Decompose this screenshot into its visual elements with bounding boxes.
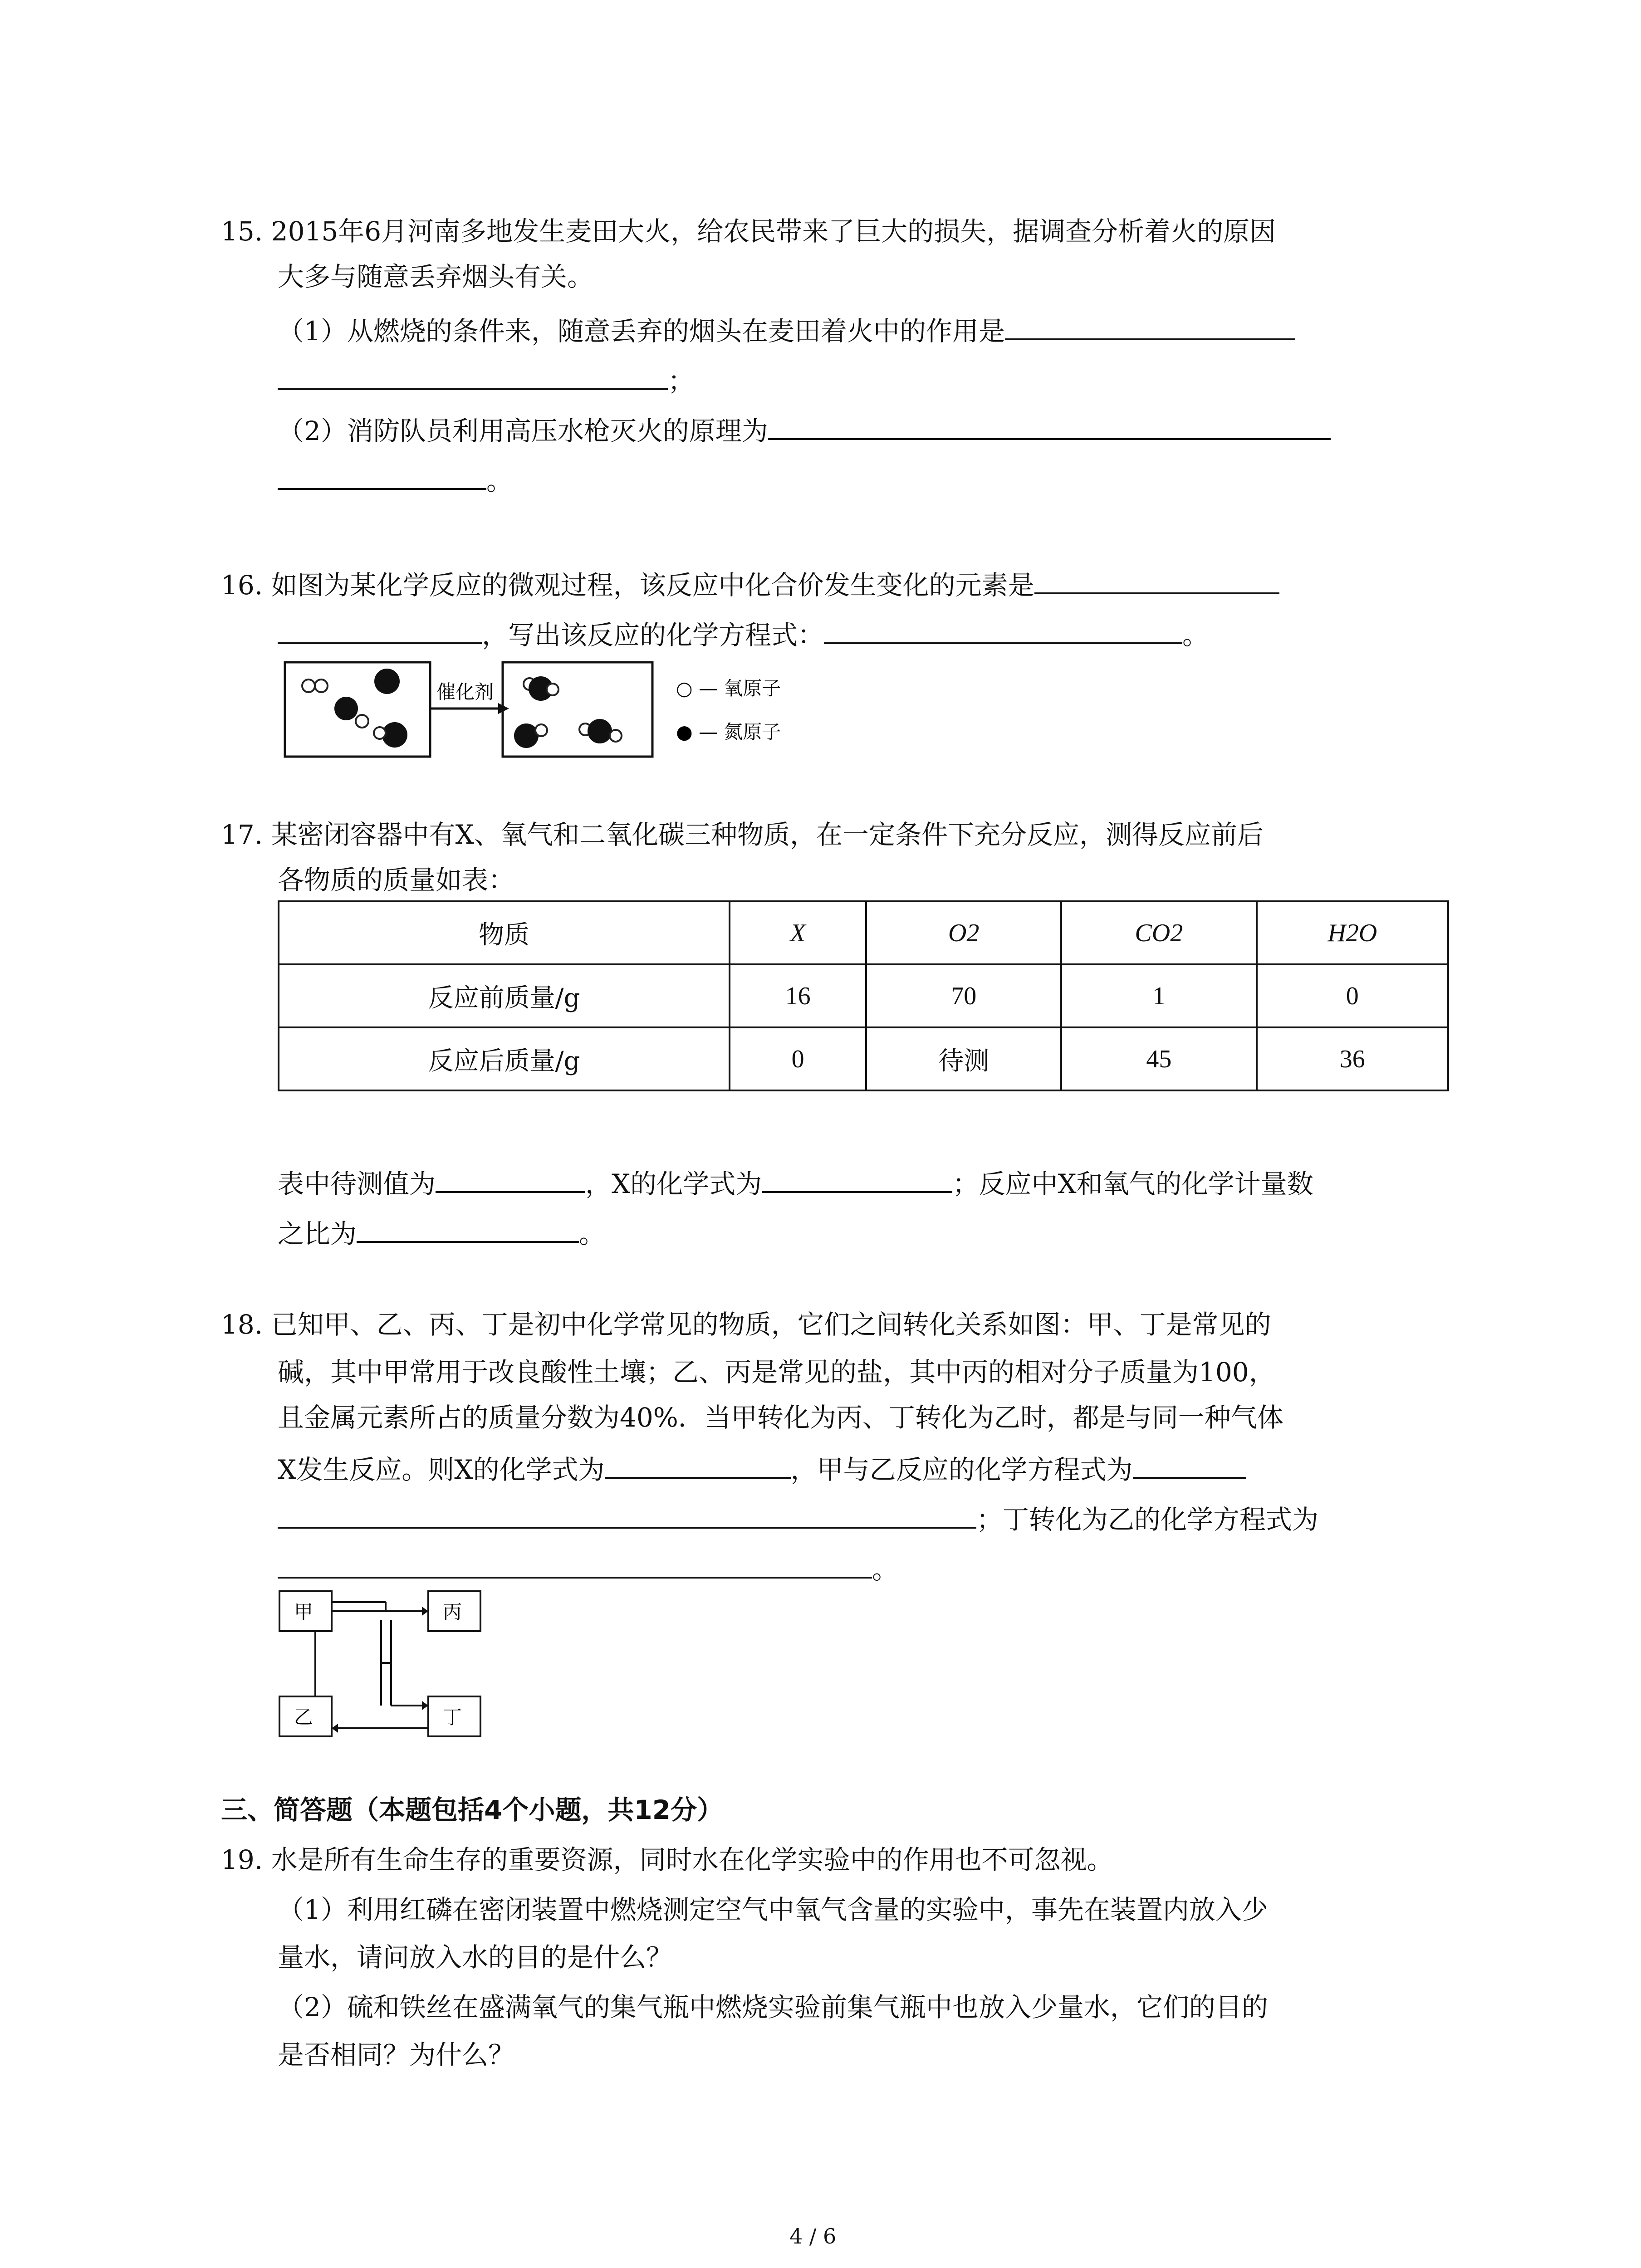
arrow-head [422,1607,428,1616]
q18-line2: 碱，其中甲常用于改良酸性土壤；乙、丙是常见的盐，其中丙的相对分子质量为100， [278,1357,1275,1388]
q17-line1: 17. 某密闭容器中有X、氧气和二氧化碳三种物质，在一定条件下充分反应，测得反应前后 [221,819,1264,850]
q17-after1 [278,1161,1313,1202]
q15-line1: 15. 2015年6月河南多地发生麦田大火，给农民带来了巨大的损失，据调查分析着火的原因 [221,216,1276,247]
q15-answer-blank-2b[interactable] [278,458,486,490]
oxygen-atom [356,715,368,728]
reaction-diagram [272,653,998,767]
q16-line1 [221,562,1279,603]
box-ding-label: 丁 [443,1706,462,1728]
q15-sub1-end: ； [668,366,695,396]
q18-line5 [278,1497,1318,1538]
oxygen-atom [610,730,622,742]
nitrogen-atom [334,697,358,720]
table-header: X [730,901,866,964]
oxygen-atom [547,684,558,695]
q15-sub2 [278,408,1331,449]
q15-sub2-text: （2）消防队员利用高压水枪灭火的原理为 [278,415,768,446]
q16-answer-blank-1[interactable] [1034,562,1279,594]
oxygen-atom [535,724,547,736]
table-cell: 0 [1257,964,1449,1027]
q15-sub1-cont [278,358,694,399]
q15-line2: 大多与随意丢弃烟头有关。 [278,261,594,292]
oxygen-atom [374,727,386,739]
nitrogen-atom [514,723,539,748]
q18-line6-end: 。 [872,1554,899,1585]
q17-after1-c: ；反应中X和氧气的化学计量数 [952,1168,1313,1199]
q15-sub1 [278,308,1295,349]
q15-answer-blank-1b[interactable] [278,358,668,390]
q18-line6 [278,1547,898,1588]
q19-line1: 19. 水是所有生命生存的重要资源，同时水在化学实验中的作用也不可忽视。 [221,1844,1113,1875]
table-cell: 16 [730,964,866,1027]
q18-line5-end: ；丁转化为乙的化学方程式为 [976,1504,1319,1535]
q17-after2 [278,1211,605,1252]
table-cell: 待测 [866,1027,1061,1090]
q16-line2-end: 。 [1182,620,1209,650]
q19-sub2-l1: （2）硫和铁丝在盛满氧气的集气瓶中燃烧实验前集气瓶中也放入少量水，它们的目的 [278,1992,1268,2023]
box-bing-label: 丙 [443,1601,462,1623]
box-yi-label: 乙 [294,1706,314,1728]
nitrogen-atom [374,669,400,694]
q18-line4-b: ，甲与乙反应的化学方程式为 [790,1454,1133,1485]
q17-after2-a: 之比为 [278,1218,357,1249]
oxygen-atom [315,679,328,692]
table-header: 物质 [279,901,730,964]
q17-answer-blank-2[interactable] [762,1161,952,1193]
table-cell: 反应前质量/g [279,964,730,1027]
nitrogen-atom [588,719,612,743]
section-3-title: 三、简答题（本题包括4个小题，共12分） [221,1794,724,1825]
page-number: 4 / 6 [789,2224,837,2248]
arrow-head [422,1701,428,1710]
q16-line2 [278,612,1209,653]
q17-after1-a: 表中待测值为 [278,1168,436,1199]
q17-after2-end: 。 [579,1218,606,1249]
q16-answer-blank-2[interactable] [824,612,1182,644]
q16-line2-mid: ，写出该反应的化学方程式： [482,620,824,650]
arrow-head [332,1724,338,1733]
table-header-row [279,901,1448,964]
table-cell: 45 [1061,1027,1256,1090]
table-cell: 36 [1257,1027,1449,1090]
conversion-diagram [272,1583,508,1746]
catalyst-label: 催化剂 [436,681,494,703]
q18-answer-blank-3[interactable] [278,1547,872,1579]
q15-answer-blank-2[interactable] [768,408,1331,440]
table-row [279,964,1448,1027]
table-header: O2 [866,901,1061,964]
q19-sub2-l2: 是否相同？为什么？ [278,2039,515,2070]
q18-line4-a: X发生反应。则X的化学式为 [278,1454,605,1485]
oxygen-atom [302,679,315,692]
table-row [279,1027,1448,1090]
q17-after1-b: ，X的化学式为 [585,1168,762,1199]
table-cell: 1 [1061,964,1256,1027]
q18-line4 [278,1447,1246,1488]
q17-line2: 各物质的质量如表： [278,865,515,895]
mass-table [278,900,1449,1091]
q19-sub1-l2: 量水，请问放入水的目的是什么？ [278,1942,673,1973]
box-jia-label: 甲 [294,1601,314,1623]
table-header: H2O [1257,901,1449,964]
q15-sub1-text: （1）从燃烧的条件来，随意丢弃的烟头在麦田着火中的作用是 [278,316,1005,347]
table-cell: 70 [866,964,1061,1027]
q18-answer-blank-2b[interactable] [278,1497,976,1529]
q15-answer-blank-1[interactable] [1005,308,1295,340]
table-header: CO2 [1061,901,1256,964]
q15-sub2-end: 。 [486,465,513,496]
table-cell: 0 [730,1027,866,1090]
legend-nitrogen: ● — 氮原子 [676,721,781,743]
q16-answer-blank-1b[interactable] [278,612,482,644]
q16-line1-text: 16. 如图为某化学反应的微观过程，该反应中化合价发生变化的元素是 [221,570,1034,601]
q18-answer-blank-1[interactable] [605,1447,791,1479]
q17-answer-blank-1[interactable] [436,1161,585,1193]
q19-sub1-l1: （1）利用红磷在密闭装置中燃烧测定空气中氧气含量的实验中，事先在装置内放入少 [278,1894,1268,1925]
q17-answer-blank-3[interactable] [357,1211,579,1243]
q18-line3: 且金属元素所占的质量分数为40%．当甲转化为丙、丁转化为乙时，都是与同一种气体 [278,1402,1283,1433]
q15-sub2-cont [278,458,513,499]
q18-line1: 18. 已知甲、乙、丙、丁是初中化学常见的物质，它们之间转化关系如图：甲、丁是常见的 [221,1309,1271,1340]
q18-answer-blank-2[interactable] [1133,1447,1246,1479]
table-cell: 反应后质量/g [279,1027,730,1090]
legend-oxygen: ○ — 氧原子 [676,677,781,699]
